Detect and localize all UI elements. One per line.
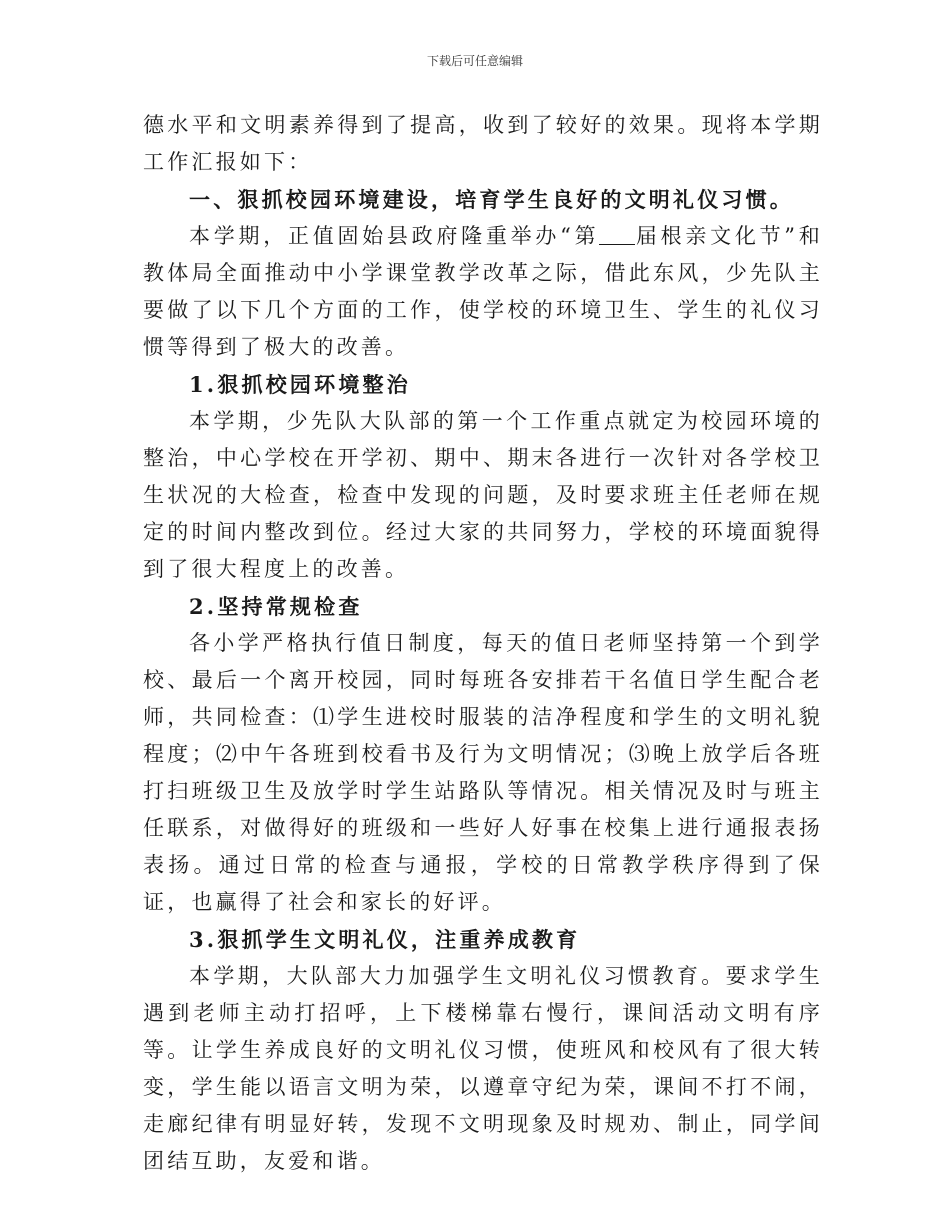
paragraph-intro-end: 届根亲文化节”和教体局全面推动中小学课堂教学改革之际，借此东风，少先队主要做了以下几个方面的工作，使学校的环境卫生、学生的礼仪习惯等得到了极大的改善。 xyxy=(143,224,823,359)
paragraph-etiquette: 本学期，大队部大力加强学生文明礼仪习惯教育。要求学生遇到老师主动打招呼，上下楼梯靠右慢行，课间活动文明有序等。让学生养成良好的文明礼仪习惯，使班风和校风有了很大转变，学生能以语言文明为荣，以遵章守纪为荣，课间不打不闹，走廊纪律有明显好转，发现不文明现象及时规劝、制止，同学间团结互助，友爱和谐。 xyxy=(143,964,823,1173)
subheading-environment: 1.狠抓校园环境整治 xyxy=(189,372,411,397)
paragraph-intro xyxy=(143,218,823,366)
paragraph-intro-start: 本学期，正值固始县政府隆重举办“第 xyxy=(189,224,600,248)
document-body xyxy=(143,107,823,1180)
subheading-routine-check: 2.坚持常规检查 xyxy=(189,594,363,619)
paragraph-routine-check: 各小学严格执行值日制度，每天的值日老师坚持第一个到学校、最后一个离开校园，同时每班各安排若干名值日学生配合老师，共同检查：⑴学生进校时服装的洁净程度和学生的文明礼貌程度；⑵中午各班到校看书及行为文明情况；⑶晚上放学后各班打扫班级卫生及放学时学生站路队等情况。相关情况及时与班主任联系，对做得好的班级和一些好人好事在校集上进行通报表扬表扬。通过日常的检查与通报，学校的日常教学秩序得到了保证，也赢得了社会和家长的好评。 xyxy=(143,631,823,914)
section-heading-1: 一、狠抓校园环境建设，培育学生良好的文明礼仪习惯。 xyxy=(189,187,794,212)
paragraph-continuation: 德水平和文明素养得到了提高，收到了较好的效果。现将本学期工作汇报如下： xyxy=(143,113,823,174)
page-header-note: 下载后可任意编辑 xyxy=(426,54,523,68)
subheading-etiquette: 3.狠抓学生文明礼仪，注重养成教育 xyxy=(189,927,581,952)
paragraph-environment: 本学期，少先队大队部的第一个工作重点就定为校园环境的整治，中心学校在开学初、期中、期末各进行一次针对各学校卫生状况的大检查，检查中发现的问题，及时要求班主任老师在规定的时间内整改到位。经过大家的共同努力，学校的环境面貌得到了很大程度上的改善。 xyxy=(143,409,823,581)
fill-in-blank xyxy=(599,224,635,245)
